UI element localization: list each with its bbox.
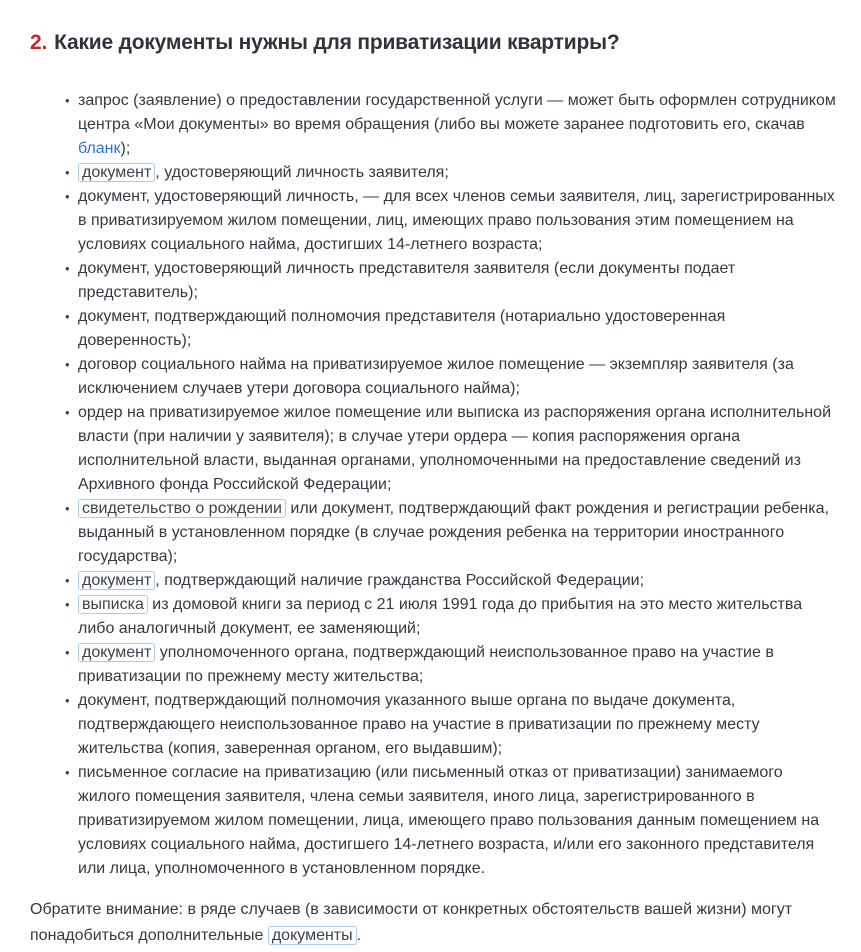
- term-highlight[interactable]: свидетельство о рождении: [78, 499, 286, 518]
- blank-form-link[interactable]: бланк: [78, 140, 121, 157]
- list-item-text: запрос (заявление) о предоставлении государственной услуги — может быть оформлен сотрудником центра «Мои документы» во время обращения (либо вы можете заранее подготовить его, скачав: [78, 92, 836, 133]
- list-item-text: из домовой книги за период с 21 июля 1991 года до прибытия на это место жительства либо аналогичный документ, ее заменяющий;: [78, 596, 803, 637]
- list-item-text: );: [120, 140, 131, 157]
- documents-list: [30, 89, 838, 881]
- list-item-text: документ, подтверждающий полномочия указанного выше органа по выдаче документа, подтверждающего неиспользованное право на участие в приватизации по прежнему месту жительства (копия, заверенная органом, его выдавшим);: [78, 692, 760, 757]
- list-item: [78, 689, 838, 761]
- page-title: [30, 29, 838, 56]
- note-paragraph: [30, 897, 838, 949]
- list-item-text: договор социального найма на приватизируемое жилое помещение — экземпляр заявителя (за исключением случаев утери договора социального найма);: [78, 356, 794, 397]
- list-item-text: уполномоченного органа, подтверждающий неиспользованное право на участие в приватизации по прежнему месту жительства;: [78, 644, 774, 685]
- list-item: [78, 593, 838, 641]
- list-item: [78, 353, 838, 401]
- term-highlight[interactable]: документ: [78, 643, 155, 662]
- list-item-text: документ, удостоверяющий личность, — для всех членов семьи заявителя, лиц, зарегистрированных в приватизируемом жилом помещении, лиц, имеющих право пользования этим помещением на условиях социального найма, достигших 14-летнего возраста;: [78, 188, 835, 253]
- list-item-text: , подтверждающий наличие гражданства Российской Федерации;: [155, 572, 645, 589]
- note-text: .: [356, 927, 362, 944]
- list-item-text: документ, подтверждающий полномочия представителя (нотариально удостоверенная доверенность);: [78, 308, 726, 349]
- term-highlight[interactable]: документы: [268, 926, 357, 945]
- list-item-text: , удостоверяющий личность заявителя;: [155, 164, 449, 181]
- list-item: [78, 401, 838, 497]
- list-item: [78, 185, 838, 257]
- list-item: [78, 761, 838, 881]
- list-item: [78, 569, 838, 593]
- term-highlight[interactable]: документ: [78, 163, 155, 182]
- list-item: [78, 89, 838, 161]
- list-item-text: письменное согласие на приватизацию (или письменный отказ от приватизации) занимаемого жилого помещения заявителя, члена семьи заявителя, иного лица, зарегистрированного в приватизируемом жилом помещении, лица, имеющего право пользования данным помещением на условиях социального найма, достигшего 14-летнего возраста, и/или его законного представителя или лица, уполномоченного в установленном порядке.: [78, 764, 820, 877]
- list-item-text: документ, удостоверяющий личность представителя заявителя (если документы подает представитель);: [78, 260, 736, 301]
- term-highlight[interactable]: выписка: [78, 595, 148, 614]
- list-item-text: или документ, подтверждающий факт рождения и регистрации ребенка, выданный в установленном порядке (в случае рождения ребенка на территории иностранного государства);: [78, 500, 829, 565]
- list-item-text: ордер на приватизируемое жилое помещение или выписка из распоряжения органа исполнительной власти (при наличии у заявителя); в случае утери ордера — копия распоряжения органа исполнительной власти, выданная органами, уполномоченными на предоставление сведений из Архивного фонда Российской Федерации;: [78, 404, 832, 493]
- list-item: [78, 305, 838, 353]
- list-item: [78, 257, 838, 305]
- section-number: 2.: [30, 31, 48, 54]
- term-highlight[interactable]: документ: [78, 571, 155, 590]
- list-item: [78, 161, 838, 185]
- list-item: [78, 641, 838, 689]
- note-text: Обратите внимание: в ряде случаев (в зависимости от конкретных обстоятельств вашей жизни) могут понадобиться дополнительные: [30, 901, 793, 944]
- list-item: [78, 497, 838, 569]
- section-heading-text: Какие документы нужны для приватизации квартиры?: [54, 31, 620, 54]
